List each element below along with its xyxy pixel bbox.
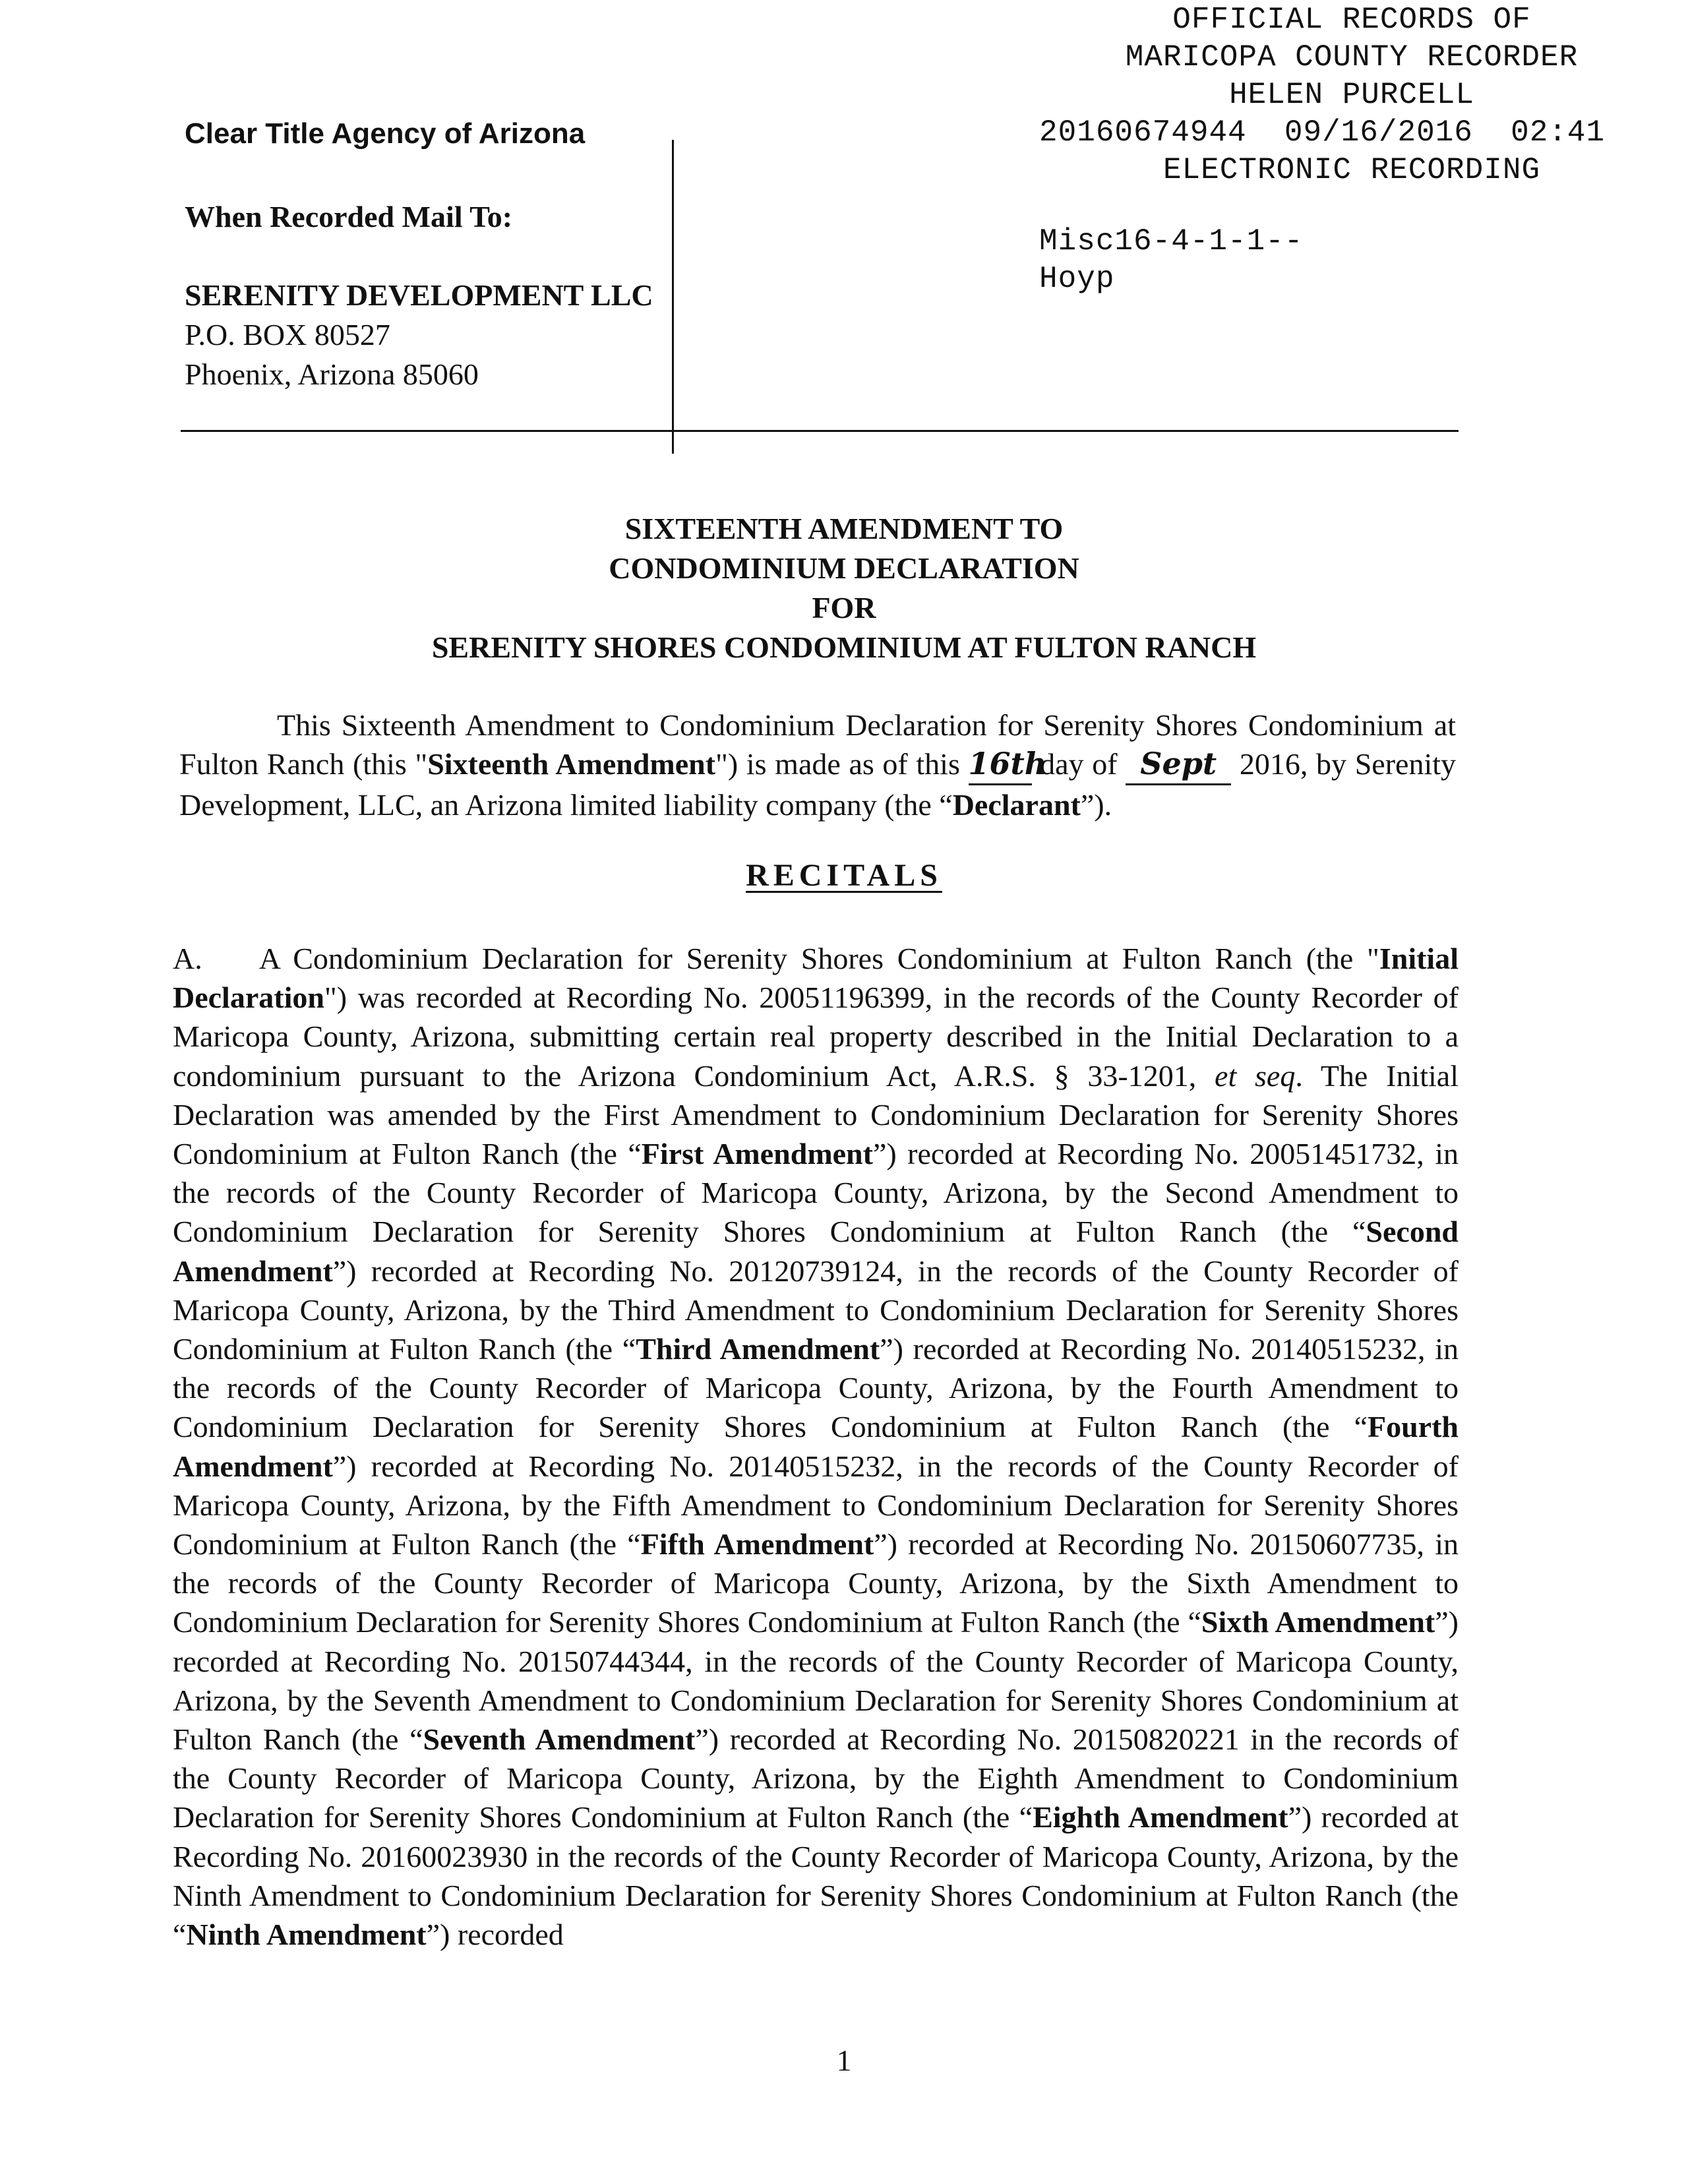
clerk-code: Hoyp [1039,262,1115,296]
return-address [185,276,653,394]
recorder-stamp [1029,1,1675,189]
header-horizontal-divider [181,430,1459,432]
title-line-2: CONDOMINIUM DECLARATION [609,551,1079,585]
intro-paragraph: This Sixteenth Amendment to Condominium Declaration for Serenity Shores Condominium at Fulton Ranch (this "Sixteenth Amendment") is made as of this 16th day of Sept 2016, by Serenity Development, LLC, an Arizona limited liability company (the “Declarant”). [179,708,1456,822]
addressee-name: SERENITY DEVELOPMENT LLC [185,278,653,312]
defined-term-sixteenth-amendment: Sixteenth Amendment [427,747,716,781]
stamp-line-3: HELEN PURCELL [1229,78,1474,112]
page-number: 1 [836,2044,852,2077]
mail-to-label: When Recorded Mail To: [185,200,513,233]
recording-number-date-time: 20160674944 09/16/2016 02:41 [1039,115,1606,150]
header-vertical-divider [672,140,674,454]
title-line-3: FOR [812,591,876,624]
stamp-line-1: OFFICIAL RECORDS OF [1172,3,1531,37]
misc-code: Misc16-4-1-1-- [1039,224,1304,258]
stamp-line-5: ELECTRONIC RECORDING [1162,153,1541,187]
agency-stamp: Clear Title Agency of Arizona [185,117,586,150]
addressee-po-box: P.O. BOX 80527 [185,318,390,351]
recitals-heading: RECITALS [746,858,942,893]
title-line-4: SERENITY SHORES CONDOMINIUM AT FULTON RANCH [431,630,1257,664]
handwritten-month: Sept [1126,744,1231,785]
defined-term-declarant: Declarant [952,788,1081,822]
stamp-line-2: MARICOPA COUNTY RECORDER [1125,40,1579,75]
recording-codes [1039,223,1303,298]
recital-a-paragraph: A. A Condominium Declaration for Serenity Shores Condominium at Fulton Ranch (the "Initial Declaration") was recorded at Recording No. 20051196399, in the records of the County Recorder of Maricopa County, Arizona, submitting certain real property described in the Initial Declaration to a condominium pursuant to the Arizona Condominium Act, A.R.S. § 33-1201, et seq. The Initial Declaration was amended by the First Amendment to Condominium Declaration for Serenity Shores Condominium at Fulton Ranch (the “First Amendment”) recorded at Recording No. 20051451732, in the records of the County Recorder of Maricopa County, Arizona, by the Second Amendment to Condominium Declaration for Serenity Shores Condominium at Fulton Ranch (the “Second Amendment”) recorded at Recording No. 20120739124, in the records of the County Recorder of Maricopa County, Arizona, by the Third Amendment to Condominium Declaration for Serenity Shores Condominium at Fulton Ranch (the “Third Amendment”) recorded at Recording No. 20140515232, in the records of the County Recorder of Maricopa County, Arizona, by the Fourth Amendment to Condominium Declaration for Serenity Shores Condominium at Fulton Ranch (the “Fourth Amendment”) recorded at Recording No. 20140515232, in the records of the County Recorder of Maricopa County, Arizona, by the Fifth Amendment to Condominium Declaration for Serenity Shores Condominium at Fulton Ranch (the “Fifth Amendment”) recorded at Recording No. 20150607735, in the records of the County Recorder of Maricopa County, Arizona, by the Sixth Amendment to Condominium Declaration for Serenity Shores Condominium at Fulton Ranch (the “Sixth Amendment”) recorded at Recording No. 20150744344, in the records of the County Recorder of Maricopa County, Arizona, by the Seventh Amendment to Condominium Declaration for Serenity Shores Condominium at Fulton Ranch (the “Seventh Amendment”) recorded at Recording No. 20150820221 in the records of the County Recorder of Maricopa County, Arizona, by the Eighth Amendment to Condominium Declaration for Serenity Shores Condominium at Fulton Ranch (the “Eighth Amendment”) recorded at Recording No. 20160023930 in the records of the County Recorder of Maricopa County, Arizona, by the Ninth Amendment to Condominium Declaration for Serenity Shores Condominium at Fulton Ranch (the “Ninth Amendment”) recorded [173,942,1459,1952]
addressee-city: Phoenix, Arizona 85060 [185,357,479,391]
recital-label: A. [173,942,202,975]
document-title [185,509,1503,667]
handwritten-day: 16th [969,744,1032,785]
title-line-1: SIXTEENTH AMENDMENT TO [624,512,1064,545]
